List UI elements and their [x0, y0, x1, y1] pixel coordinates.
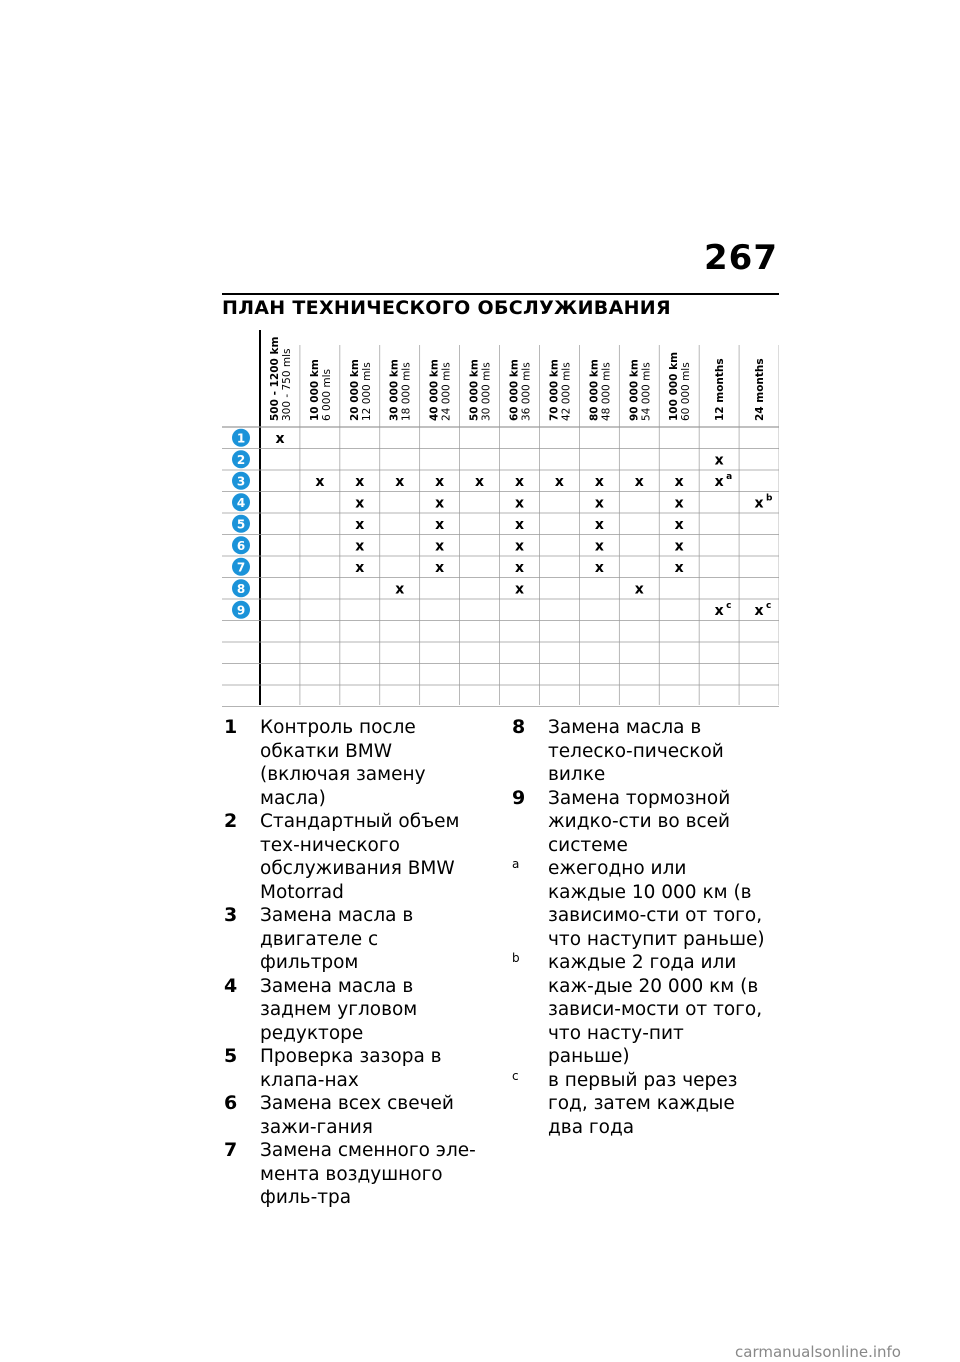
column-header [389, 359, 413, 421]
legend-text: Стандартный объем тех-нического обслуживания BMW Motorrad [260, 811, 460, 903]
page-title: ПЛАН ТЕХНИЧЕСКОГО ОБСЛУЖИВАНИЯ [222, 297, 671, 319]
row-number-label: 5 [236, 517, 246, 532]
footer-watermark: carmanualsonline.info [735, 1343, 901, 1361]
footnote-text: в первый раз через год, затем каждые два года [548, 1069, 738, 1138]
service-mark: x [714, 473, 724, 490]
maintenance-schedule-table [222, 325, 779, 707]
column-header-main: 100 000 km [668, 351, 681, 421]
column-header-sub: 18 000 mls [400, 362, 413, 421]
footnote-mark: b [512, 951, 520, 965]
service-mark: x [435, 559, 445, 576]
service-mark: x [554, 473, 564, 490]
legend-number: 7 [224, 1139, 238, 1161]
service-mark: x [674, 516, 684, 533]
row-number-label: 8 [236, 581, 246, 596]
column-header [309, 359, 333, 421]
service-mark: x [594, 473, 604, 490]
column-header [588, 359, 612, 421]
legend-number: 4 [224, 974, 238, 997]
service-mark: x [355, 516, 365, 533]
legend-text: Проверка зазора в клапа-нах [260, 1046, 442, 1091]
service-mark: x [634, 473, 644, 490]
column-header-sub: 48 000 mls [600, 362, 613, 421]
legend-text: Замена тормозной жидко-сти во всей системе [548, 787, 731, 856]
column-header-main: 90 000 km [628, 359, 641, 421]
service-mark-footnote: c [726, 600, 732, 611]
service-mark: x [355, 473, 365, 490]
column-header-main: 80 000 km [588, 359, 601, 421]
schedule-grid [222, 325, 779, 707]
service-mark-footnote: c [766, 600, 772, 611]
legend-text: Замена масла в двигателе с фильтром [260, 905, 414, 973]
row-number-label: 3 [236, 474, 246, 489]
service-mark: x [514, 581, 525, 598]
service-mark: x [315, 473, 325, 490]
service-mark: x [514, 473, 525, 490]
row-number-label: 2 [236, 452, 246, 467]
column-header [429, 359, 453, 421]
legend-item [222, 1092, 482, 1139]
page-number: 267 [704, 238, 778, 278]
column-header [714, 358, 726, 421]
service-mark: x [514, 538, 525, 555]
column-header-main: 10 000 km [308, 359, 321, 421]
footnote-mark: a [512, 857, 520, 871]
legend-number: 3 [224, 904, 238, 926]
legend-number: 5 [224, 1045, 238, 1067]
legend-number: 1 [224, 716, 238, 738]
legend-text: Замена сменного эле-мента воздушного филь-тра [260, 1140, 476, 1208]
service-mark: x [754, 495, 764, 512]
service-mark: x [674, 495, 684, 512]
row-number-label: 4 [236, 495, 246, 510]
header-rule [222, 293, 779, 295]
column-header-main: 60 000 km [508, 359, 521, 421]
legend-right-column [510, 716, 770, 1139]
service-mark: x [594, 495, 604, 512]
service-mark: x [435, 516, 445, 533]
column-header-sub: 6 000 mls [320, 368, 333, 421]
service-mark: x [435, 473, 445, 490]
service-mark-footnote: b [766, 493, 773, 504]
column-header-sub: 36 000 mls [520, 362, 533, 421]
column-header-sub: 24 000 mls [440, 362, 453, 421]
column-header-main: 70 000 km [548, 359, 561, 421]
row-number-label: 9 [236, 603, 246, 618]
column-header-main: 20 000 km [348, 359, 361, 421]
service-mark: x [275, 430, 285, 447]
column-header-sub: 30 000 mls [480, 362, 493, 421]
footnote-mark: c [512, 1068, 519, 1083]
legend-item [222, 904, 482, 975]
legend-number: 6 [224, 1092, 238, 1114]
legend-number: 8 [512, 716, 526, 738]
service-mark: x [634, 581, 644, 598]
footnote-text: ежегодно или каждые 10 000 км (в зависимо-сти от того, что наступит раньше) [548, 858, 765, 950]
column-header [349, 359, 373, 421]
column-header-main: 12 months [714, 358, 727, 421]
column-header-sub: 300 - 750 mls [280, 348, 293, 421]
service-mark: x [674, 538, 684, 555]
service-mark: x [714, 452, 724, 469]
column-header-main: 500 - 1200 km [268, 336, 281, 421]
service-mark: x [435, 495, 445, 512]
column-header-sub: 60 000 mls [680, 362, 693, 421]
service-mark: x [514, 495, 525, 512]
legend-item [222, 810, 482, 904]
service-mark: x [355, 559, 365, 576]
column-header [628, 359, 652, 421]
footnote-text: каждые 2 года или каж-дые 20 000 км (в зависи-мости от того, что насту-пит раньше) [548, 952, 763, 1067]
service-mark: x [514, 559, 525, 576]
legend-text: Контроль после обкатки BMW (включая замену масла) [260, 717, 426, 809]
column-header [269, 337, 293, 421]
column-header [754, 358, 766, 421]
column-header-main: 40 000 km [428, 359, 441, 421]
column-header-main: 50 000 km [468, 359, 481, 421]
legend-item [222, 716, 482, 810]
legend-item [222, 1139, 482, 1210]
footnote-item [510, 1069, 770, 1140]
row-number-label: 7 [236, 560, 246, 575]
legend-text: Замена масла в заднем угловом редукторе [260, 975, 418, 1044]
legend-item [222, 1045, 482, 1092]
service-mark: x [395, 473, 405, 490]
service-mark: x [395, 581, 405, 598]
row-number-label: 6 [236, 538, 246, 553]
service-mark: x [355, 495, 365, 512]
legend-item [222, 975, 482, 1046]
service-mark: x [475, 473, 485, 490]
footnote-item [510, 857, 770, 951]
legend-left-column [222, 716, 482, 1210]
service-mark: x [674, 473, 684, 490]
service-mark: x [674, 559, 684, 576]
column-header-main: 24 months [754, 358, 767, 421]
service-mark: x [594, 516, 604, 533]
column-header [548, 359, 572, 421]
column-header [469, 359, 493, 421]
legend-item [510, 716, 770, 787]
column-header [668, 352, 692, 421]
legend-text: Замена всех свечей зажи-гания [260, 1093, 454, 1138]
service-mark: x [714, 602, 724, 619]
legend-number: 2 [224, 810, 238, 832]
service-mark: x [435, 538, 445, 555]
column-header-sub: 54 000 mls [640, 362, 653, 421]
footnote-item [510, 951, 770, 1069]
legend-text: Замена масла в телеско-пической вилке [548, 717, 724, 785]
service-mark: x [514, 516, 525, 533]
service-mark: x [594, 559, 604, 576]
row-number-label: 1 [236, 431, 246, 446]
service-mark: x [355, 538, 365, 555]
column-header-sub: 42 000 mls [560, 362, 573, 421]
column-header-main: 30 000 km [388, 359, 401, 421]
legend-number: 9 [512, 786, 526, 809]
service-mark-footnote: a [726, 471, 733, 482]
column-header [509, 359, 533, 421]
service-mark: x [754, 602, 764, 619]
column-header-sub: 12 000 mls [360, 362, 373, 421]
legend-item [510, 787, 770, 858]
service-mark: x [594, 538, 604, 555]
